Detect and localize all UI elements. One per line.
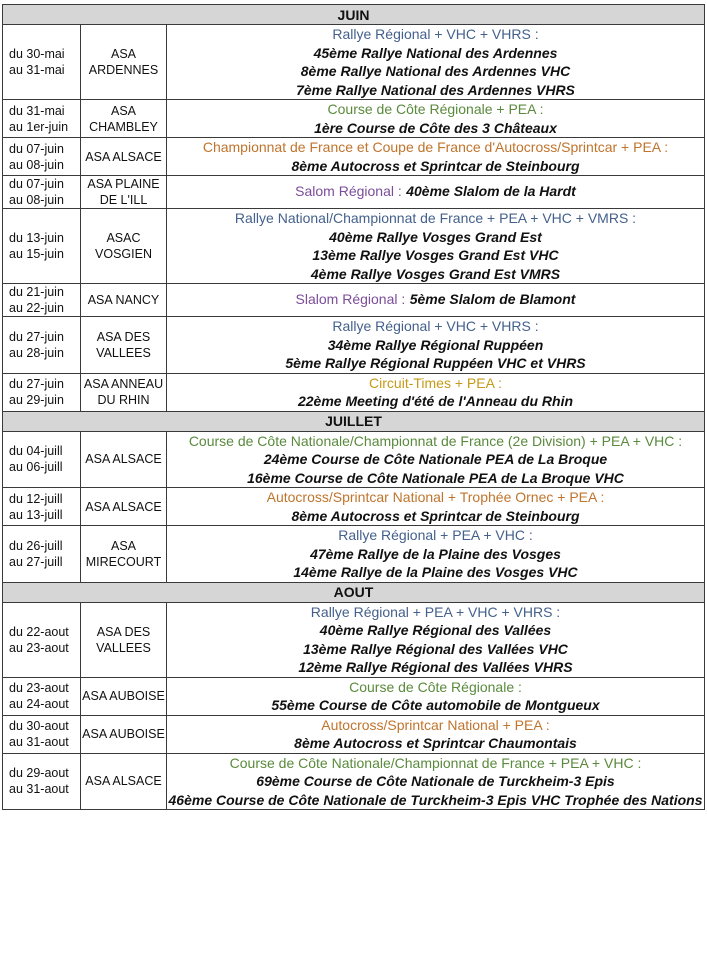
event-inline-line: [167, 182, 704, 202]
event-cell: [167, 317, 705, 374]
organizer-line: ASA PLAINE: [87, 177, 160, 191]
event-row: [3, 715, 705, 753]
organizer-line: ASA AUBOISE: [82, 727, 165, 741]
date-line: du 27-juin: [9, 377, 64, 391]
organizer-line: ASA ALSACE: [85, 499, 162, 514]
event-cell: [167, 602, 705, 677]
date-cell: [3, 25, 81, 100]
organizer-line: DU RHIN: [97, 393, 150, 407]
date-line: au 23-aout: [9, 640, 69, 655]
organizer-line: CHAMBLEY: [89, 119, 158, 134]
date-line: au 24-aout: [9, 697, 69, 711]
date-cell: [3, 284, 81, 317]
event-cell: [167, 431, 705, 488]
event-category: Slalom Régional :: [295, 291, 406, 308]
event-name: 12ème Rallye Régional des Vallées VHRS: [298, 659, 573, 675]
event-cell: [167, 100, 705, 138]
event-cell: [167, 138, 705, 176]
event-name: 8ème Autocross et Sprintcar Chaumontais: [294, 735, 577, 751]
organizer-cell: [81, 753, 167, 810]
date-line: au 15-juin: [9, 247, 64, 261]
event-cell: [167, 526, 705, 583]
month-header-row: [3, 5, 705, 25]
event-cell: [167, 715, 705, 753]
date-line: au 29-juin: [9, 393, 64, 407]
event-row: [3, 284, 705, 317]
organizer-line: VOSGIEN: [95, 247, 152, 261]
event-category: Course de Côte Nationale/Championnat de France + PEA + VHC :: [229, 754, 642, 771]
date-line: au 06-juill: [9, 460, 63, 475]
organizer-line: ASA AUBOISE: [82, 689, 165, 703]
date-line: au 13-juill: [9, 507, 63, 522]
event-cell: [167, 209, 705, 284]
month-header: AOUT: [3, 582, 705, 602]
date-line: du 04-juill: [9, 444, 63, 459]
event-category: Autocross/Sprintcar National + Trophée Ornec + PEA :: [266, 489, 605, 505]
event-category: Rallye Régional + VHC + VHRS :: [332, 318, 539, 334]
event-name: 8ème Autocross et Sprintcar de Steinbourg: [291, 157, 580, 174]
organizer-cell: [81, 431, 167, 488]
date-line: du 23-aout: [9, 681, 69, 695]
date-line: du 12-juill: [9, 491, 63, 506]
event-row: [3, 677, 705, 715]
event-category: Course de Côte Régionale :: [349, 678, 522, 695]
event-name: 40ème Slalom de la Hardt: [406, 183, 576, 200]
date-line: au 08-juin: [9, 157, 64, 172]
event-inline-line: [167, 290, 704, 310]
event-row: [3, 138, 705, 176]
event-row: [3, 526, 705, 583]
date-cell: [3, 602, 81, 677]
event-cell: [167, 284, 705, 317]
organizer-line: ASA ALSACE: [85, 452, 162, 467]
event-name: 8ème Autocross et Sprintcar de Steinbourg: [291, 507, 580, 524]
event-name: 1ère Course de Côte des 3 Châteaux: [314, 119, 557, 136]
organizer-cell: [81, 25, 167, 100]
event-name: 55ème Course de Côte automobile de Montgueux: [271, 697, 600, 713]
date-line: du 21-juin: [9, 285, 64, 299]
date-line: du 22-aout: [9, 624, 69, 639]
date-line: au 22-juin: [9, 301, 64, 315]
date-cell: [3, 209, 81, 284]
date-cell: [3, 176, 81, 209]
event-category: Autocross/Sprintcar National + PEA :: [321, 716, 550, 733]
organizer-line: ASA NANCY: [87, 293, 160, 307]
date-line: du 26-juill: [9, 538, 63, 553]
event-category: Course de Côte Nationale/Championnat de France (2e Division) + PEA + VHC :: [188, 432, 683, 449]
organizer-cell: [81, 138, 167, 176]
organizer-line: ASAC: [106, 231, 141, 245]
calendar-body: [3, 5, 705, 810]
event-row: [3, 209, 705, 284]
date-cell: [3, 100, 81, 138]
event-name: 24ème Course de Côte Nationale PEA de La Broque: [263, 451, 608, 467]
date-cell: [3, 677, 81, 715]
organizer-cell: [81, 526, 167, 583]
date-cell: [3, 753, 81, 810]
organizer-cell: [81, 176, 167, 209]
date-cell: [3, 488, 81, 526]
month-header: JUILLET: [3, 411, 705, 431]
event-cell: [167, 176, 705, 209]
event-row: [3, 373, 705, 411]
event-row: [3, 488, 705, 526]
event-row: [3, 176, 705, 209]
event-row: [3, 431, 705, 488]
date-line: au 28-juin: [9, 345, 64, 360]
event-name: 5ème Rallye Régional Ruppéen VHC et VHRS: [285, 355, 586, 371]
date-line: du 13-juin: [9, 231, 64, 245]
event-cell: [167, 25, 705, 100]
event-name: 69ème Course de Côte Nationale de Turckheim-3 Epis: [256, 773, 615, 789]
event-cell: [167, 373, 705, 411]
organizer-cell: [81, 100, 167, 138]
event-name: 5ème Slalom de Blamont: [409, 291, 576, 308]
event-name: 4ème Rallye Vosges Grand Est VMRS: [310, 265, 561, 282]
date-line: du 30-aout: [9, 719, 69, 733]
organizer-cell: [81, 373, 167, 411]
calendar-table: [2, 4, 705, 810]
event-name: 14ème Rallye de la Plaine des Vosges VHC: [293, 564, 578, 580]
organizer-line: DE L'ILL: [99, 193, 148, 207]
date-cell: [3, 431, 81, 488]
organizer-line: VALLEES: [96, 640, 151, 655]
date-line: au 1er-juin: [9, 119, 69, 134]
month-header-row: [3, 582, 705, 602]
date-line: au 27-juill: [9, 554, 63, 569]
organizer-cell: [81, 715, 167, 753]
date-line: du 07-juin: [9, 177, 64, 191]
date-cell: [3, 138, 81, 176]
event-category: Championnat de France et Coupe de France d'Autocross/Sprintcar + PEA :: [202, 139, 669, 155]
event-row: [3, 317, 705, 374]
organizer-line: ASA: [110, 47, 136, 61]
event-category: Salom Régional :: [295, 183, 402, 200]
date-line: au 31-aout: [9, 735, 69, 749]
organizer-line: ARDENNES: [88, 63, 159, 77]
event-row: [3, 753, 705, 810]
organizer-line: ASA DES: [96, 624, 151, 639]
organizer-line: ASA ALSACE: [85, 149, 162, 164]
date-line: au 31-mai: [9, 63, 65, 77]
organizer-cell: [81, 602, 167, 677]
date-line: au 31-aout: [9, 782, 69, 797]
organizer-line: VALLEES: [96, 345, 151, 360]
event-name: 13ème Rallye Régional des Vallées VHC: [303, 640, 568, 657]
event-category: Circuit-Times + PEA :: [369, 374, 502, 391]
date-cell: [3, 715, 81, 753]
date-line: du 27-juin: [9, 329, 64, 344]
event-row: [3, 100, 705, 138]
event-name: 7ème Rallye National des Ardennes VHRS: [296, 81, 575, 98]
event-name: 34ème Rallye Régional Ruppéen: [327, 336, 544, 353]
event-category: Course de Côte Régionale + PEA :: [327, 101, 544, 117]
event-name: 13ème Rallye Vosges Grand Est VHC: [312, 247, 559, 263]
event-row: [3, 25, 705, 100]
date-line: au 08-juin: [9, 193, 64, 207]
organizer-cell: [81, 677, 167, 715]
organizer-cell: [81, 317, 167, 374]
date-cell: [3, 373, 81, 411]
organizer-line: ASA ALSACE: [85, 774, 162, 789]
organizer-cell: [81, 488, 167, 526]
organizer-cell: [81, 284, 167, 317]
organizer-line: ASA DES: [96, 329, 151, 344]
event-name: 16ème Course de Côte Nationale PEA de La Broque VHC: [247, 469, 624, 486]
event-cell: [167, 753, 705, 810]
organizer-line: ASA: [110, 103, 136, 118]
event-name: 40ème Rallye Vosges Grand Est: [329, 228, 542, 245]
date-line: du 07-juin: [9, 141, 64, 156]
organizer-line: ASA: [110, 538, 136, 553]
event-name: 46ème Course de Côte Nationale de Turckheim-3 Epis VHC Trophée des Nations: [168, 791, 703, 808]
event-category: Rallye Régional + VHC + VHRS :: [332, 26, 539, 42]
month-header: JUIN: [3, 5, 705, 25]
date-line: du 29-aout: [9, 766, 69, 781]
event-name: 22ème Meeting d'été de l'Anneau du Rhin: [297, 393, 574, 409]
event-category: Rallye Régional + PEA + VHC :: [338, 527, 533, 543]
event-category: Rallye Régional + PEA + VHC + VHRS :: [310, 603, 561, 620]
event-name: 40ème Rallye Régional des Vallées: [319, 622, 552, 638]
organizer-cell: [81, 209, 167, 284]
organizer-line: MIRECOURT: [85, 554, 162, 569]
date-line: du 30-mai: [9, 47, 65, 61]
event-name: 47ème Rallye de la Plaine des Vosges: [310, 545, 561, 562]
date-line: du 31-mai: [9, 103, 65, 118]
date-cell: [3, 526, 81, 583]
organizer-line: ASA ANNEAU: [83, 377, 164, 391]
event-row: [3, 602, 705, 677]
event-name: 8ème Rallye National des Ardennes VHC: [300, 63, 571, 79]
date-cell: [3, 317, 81, 374]
event-cell: [167, 677, 705, 715]
event-name: 45ème Rallye National des Ardennes: [313, 44, 558, 61]
month-header-row: [3, 411, 705, 431]
event-category: Rallye National/Championnat de France + PEA + VHC + VMRS :: [234, 210, 637, 226]
event-cell: [167, 488, 705, 526]
